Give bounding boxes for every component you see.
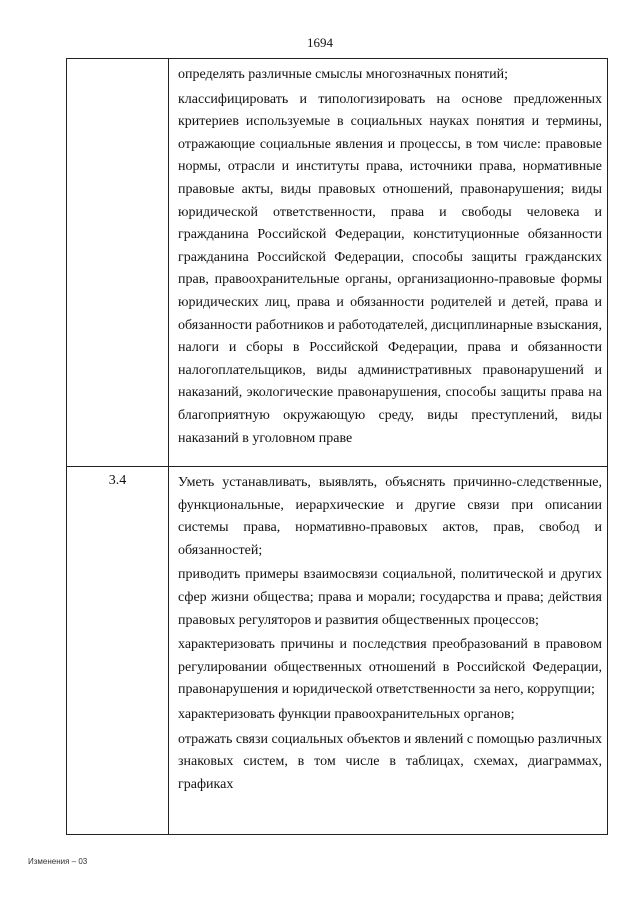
paragraph: характеризовать причины и последствия преобразований в правовом регулировании общественных отношений в Российской Федерации, правонарушения и юридической ответственности за него, коррупции; xyxy=(178,637,602,698)
paragraph: определять различные смыслы многозначных понятий; xyxy=(178,67,509,82)
row-number-cell xyxy=(67,59,169,467)
requirements-table xyxy=(66,58,608,835)
paragraph: Уметь устанавливать, выявлять, объяснять причинно-следственные, функциональные, иерархические и другие связи при описании системы права, нормативно-правовых актов, прав, свобод и обязанностей; xyxy=(178,475,602,558)
paragraph: характеризовать функции правоохранительных органов; xyxy=(178,706,515,722)
paragraph: отражать связи социальных объектов и явлений с помощью различных знаковых систем, в том числе в таблицах, схемах, диаграммах, графиках xyxy=(178,731,602,792)
row-number-cell: 3.4 xyxy=(67,467,169,835)
row-content-cell xyxy=(169,467,608,835)
footer-revision-note: Изменения – 03 xyxy=(28,857,88,866)
row-content-cell xyxy=(169,59,608,467)
page-number: 1694 xyxy=(307,35,333,50)
paragraph: приводить примеры взаимосвязи социальной, политической и других сфер жизни общества; права и морали; государства и права; действия правовых регуляторов и развития общественных процессов; xyxy=(178,567,602,628)
table-row xyxy=(67,467,608,835)
paragraph: классифицировать и типологизировать на основе предложенных критериев используемые в социальных науках понятия и термины, отражающие социальные явления и процессы, в том числе: правовые нормы, отрасли и институты права, источники права, нормативные правовые акты, виды правовых отношений, правонарушения; виды юридической ответственности, права и свободы человека и гражданина Российской Федерации, конституционные обязанности гражданина Российской Федерации, способы защиты гражданских прав, правоохранительные органы, организационно-правовые формы юридических лиц, права и обязанности родителей и детей, права и обязанности работников и работодателей, дисциплинарные взыскания, налоги и сборы в Российской Федерации, права и обязанности налогоплательщиков, виды административных правонарушений и наказаний, экологические правонарушения, способы защиты права на благоприятную окружающую среду, виды преступлений, виды наказаний в уголовном праве xyxy=(178,91,602,446)
table-row xyxy=(67,59,608,467)
